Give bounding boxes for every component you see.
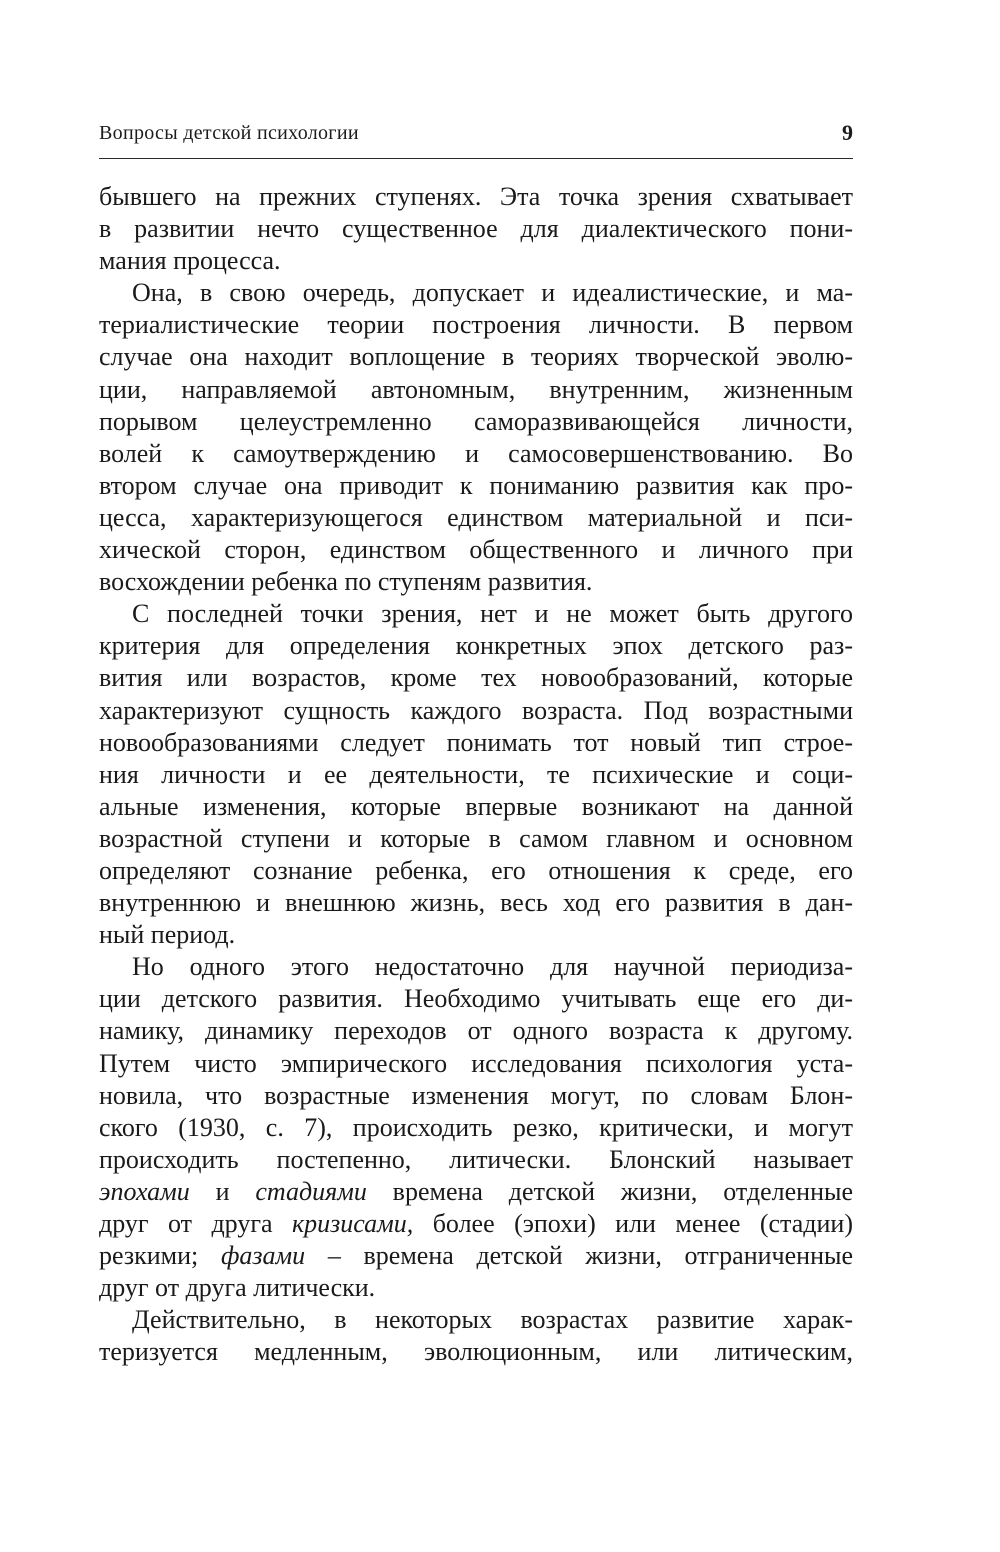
text-line: Путем чисто эмпирического исследования психология уста- (99, 1048, 853, 1078)
italic-term: эпохами (99, 1176, 190, 1206)
text-line: друг от друга литически. (99, 1273, 376, 1303)
text-segment: и (189, 1176, 256, 1206)
italic-term: стадиями (255, 1176, 367, 1206)
text-line: альные изменения, которые впервые возникают на данной (99, 791, 853, 821)
text-segment: времена детской жизни, отделенные (366, 1176, 853, 1206)
text-segment: более (эпохи) или менее (стадии) (413, 1209, 853, 1238)
text-line: ции детского развития. Необходимо учитывать еще его ди- (99, 984, 853, 1014)
text-line: происходить постепенно, литически. Блонский называет (99, 1144, 853, 1174)
text-line: определяют сознание ребенка, его отношения к среде, его (99, 855, 853, 885)
italic-term: фазами (220, 1241, 306, 1271)
text-line: вития или возрастов, кроме тех новообразований, которые (99, 663, 853, 693)
text-line (99, 1176, 853, 1208)
text-line: ный период. (99, 920, 236, 950)
text-line: волей к самоутверждению и самосовершенствованию. Во (99, 438, 853, 468)
text-line: Но одного этого недостаточно для научной периодиза- (132, 952, 853, 982)
text-line: новила, что возрастные изменения могут, по словам Блон- (99, 1080, 853, 1110)
text-line (99, 1208, 853, 1240)
text-line: намику, динамику переходов от одного возраста к другому. (99, 1016, 853, 1046)
text-line: ния личности и ее деятельности, те психические и соци- (99, 759, 853, 789)
text-line: случае она находит воплощение в теориях творческой эволю- (99, 342, 853, 372)
text-line: хической сторон, единством общественного и личного при (99, 535, 853, 565)
text-line: внутреннюю и внешнюю жизнь, весь ход его развития в дан- (99, 888, 853, 918)
body-text (99, 181, 853, 1368)
text-line: новообразованиями следует понимать тот новый тип стрoе- (99, 727, 853, 757)
text-line: теризуется медленным, эволюционным, или литическим, (99, 1337, 853, 1367)
text-segment: – времена детской жизни, отграниченные (305, 1241, 854, 1271)
text-line: С последней точки зрения, нет и не может быть другого (132, 599, 853, 629)
text-line: ского (1930, с. 7), происходить резко, критически, и могут (99, 1112, 853, 1142)
running-title: Вопросы детской психологии (99, 122, 359, 144)
text-line: цесса, характеризующегося единством материальной и пси- (99, 502, 853, 532)
text-line: критерия для определения конкретных эпох детского раз- (99, 631, 853, 661)
text-line: ции, направляемой автономным, внутренним, жизненным (99, 374, 853, 404)
text-line: в развитии нечто существенное для диалектического пони- (99, 214, 853, 244)
page-number: 9 (842, 120, 853, 145)
running-header (99, 122, 853, 159)
text-line: мания процесса. (99, 246, 281, 276)
italic-term: кризисами, (291, 1209, 414, 1238)
text-line: характеризуют сущность каждого возраста. Под возрастными (99, 695, 853, 725)
text-line: Действительно, в некоторых возрастах развитие харак- (132, 1305, 853, 1335)
text-line (99, 1240, 853, 1272)
text-line: возрастной ступени и которые в самом главном и основном (99, 823, 853, 853)
text-line: бывшего на прежних ступенях. Эта точка зрения схватывает (99, 182, 853, 211)
text-line: Она, в свою очередь, допускает и идеалистические, и ма- (132, 278, 853, 308)
text-line: втором случае она приводит к пониманию развития как про- (99, 470, 853, 500)
text-line: порывом целеустремленно саморазвивающейся личности, (99, 406, 853, 436)
text-line: восхождении ребенка по ступеням развития. (99, 567, 593, 597)
text-line: териалистические теории построения личности. В первом (99, 310, 853, 340)
text-segment: резкими; (99, 1241, 221, 1271)
text-segment: друг от друга (99, 1209, 292, 1238)
